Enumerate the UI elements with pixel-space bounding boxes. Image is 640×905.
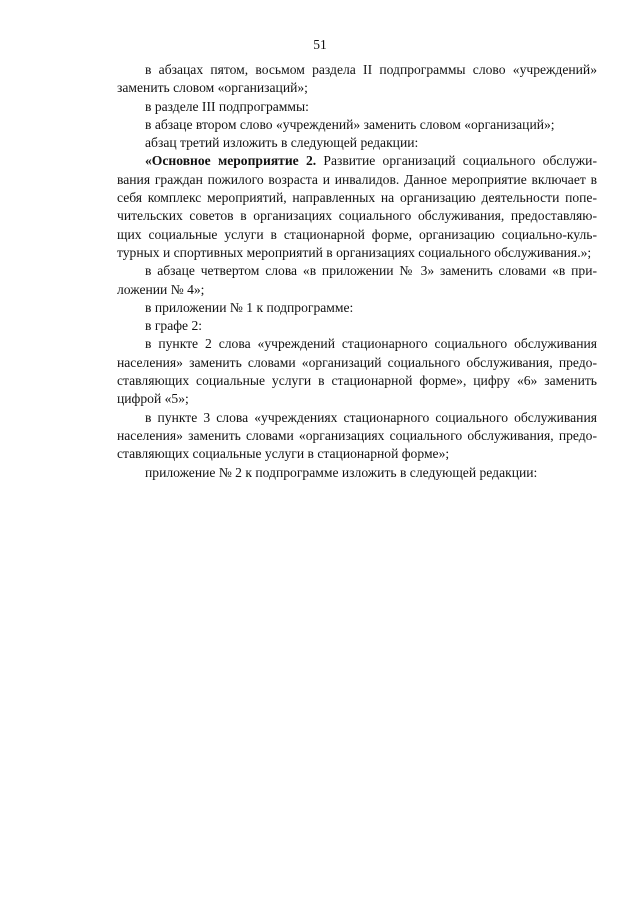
paragraph-item-2-replacement: в пункте 2 слова «учреждений стационарного социального обслуживания населения» заменить словами «организаций социального обслуживания, предоставляющих социальные услуги в стационарной форме», цифру «6» заменить цифрой «5»; [117,336,597,407]
paragraph-section-iii-heading: в разделе III подпрограммы: [145,98,309,114]
paragraph-item-3-replacement: в пункте 3 слова «учреждениях стационарного социального обслуживания населения» заменить словами «организациях социального обслуживания, предоставляющих социальные услуги в стационарной форме»; [117,409,597,462]
paragraph-second-abzac-replacement: в абзаце втором слово «учреждений» заменить словом «организаций»; [145,116,555,132]
main-activity-lead: «Основное мероприятие 2. [145,153,317,169]
paragraph-appendix-1-heading: в приложении № 1 к подпрограмме: [145,299,354,315]
document-body [117,61,597,482]
paragraph-section-ii-replacement: в абзацах пятом, восьмом раздела II подпрограммы слово «учреждений» заменить словом «организаций»; [117,62,597,96]
paragraph-appendix-2-intro: приложение № 2 к подпрограмме изложить в следующей редакции: [145,464,538,480]
paragraph-third-abzac-intro: абзац третий изложить в следующей редакции: [145,135,419,151]
paragraph-fourth-abzac-replacement: в абзаце четвертом слова «в приложении № 3» заменить словами «в приложении № 4»; [117,263,597,297]
paragraph-main-activity-2 [117,152,597,262]
main-activity-text: Развитие организаций социального обслуживания граждан пожилого возраста и инвалидов. Данное мероприятие включает в себя комплекс мероприятий, направленных на организацию деятельности попечительских советов в организациях социального обслуживания, предоставляющих социальные услуги в стационарной форме, организацию социально-культурных и спортивных мероприятий в организациях социального обслуживания.»; [117,153,597,260]
page-number: 51 [313,37,327,52]
paragraph-column-2-heading: в графе 2: [145,318,203,334]
